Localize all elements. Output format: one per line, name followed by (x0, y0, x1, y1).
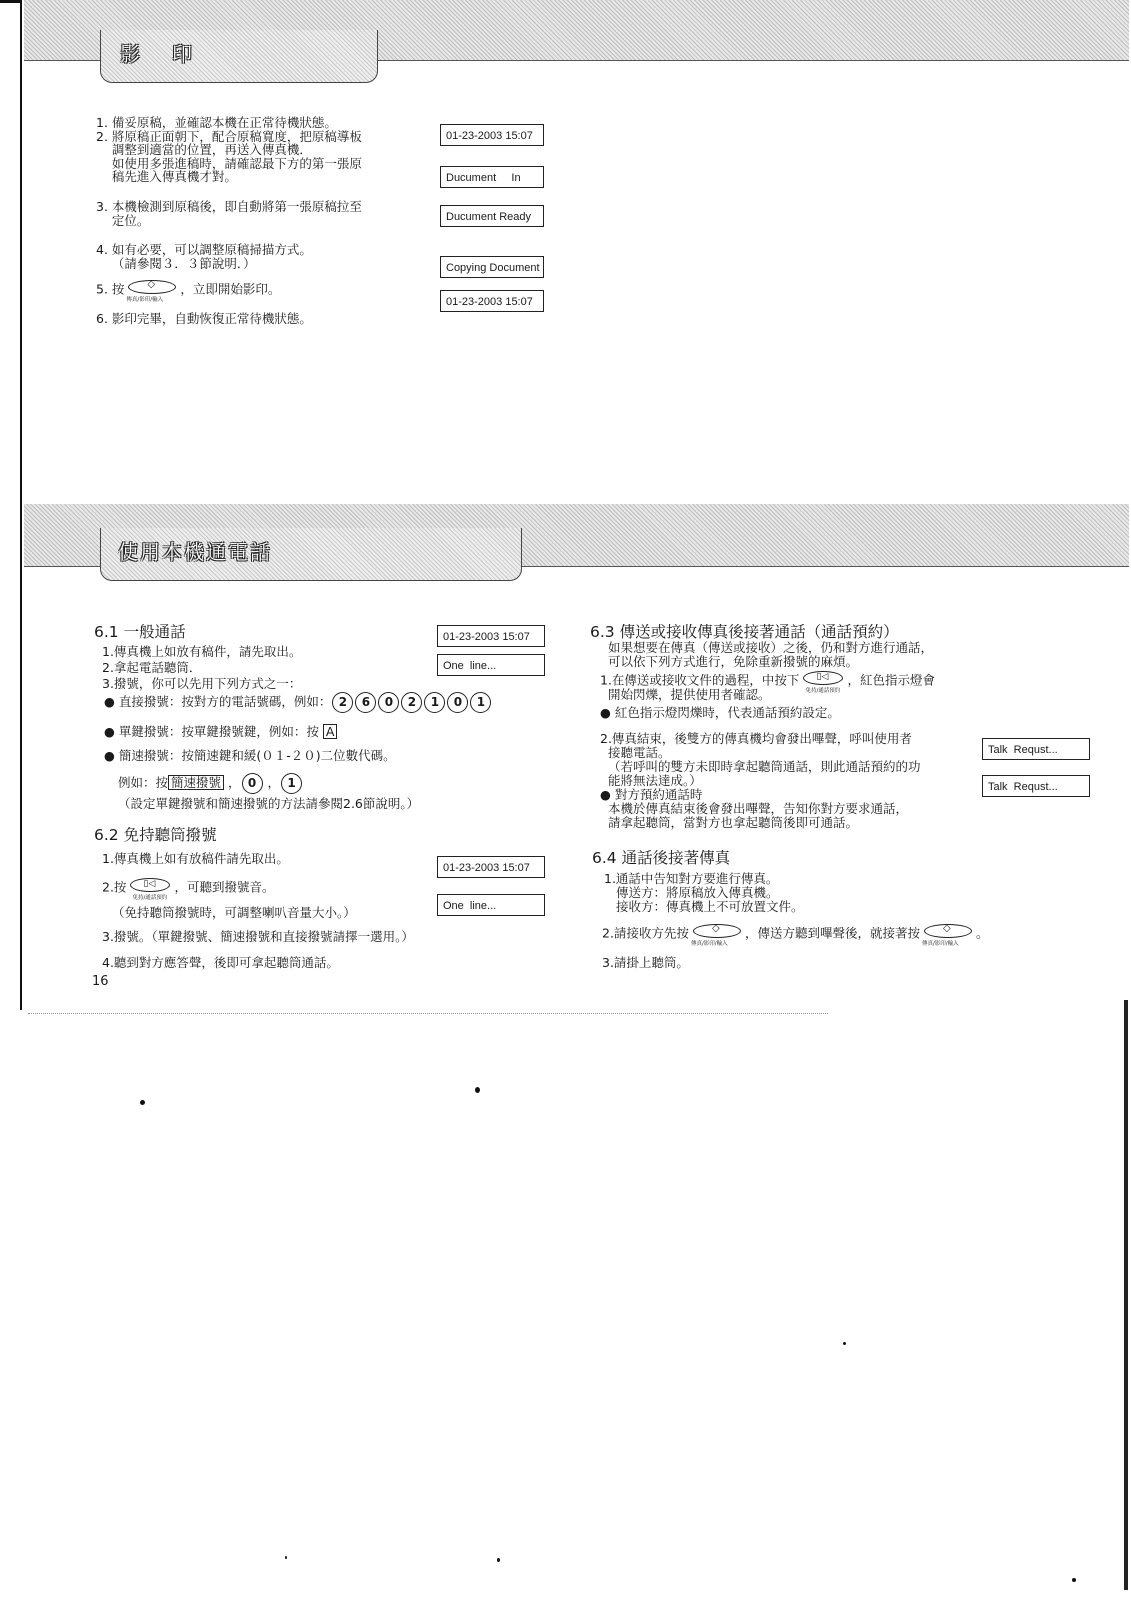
keypad-digit-icon: 0 (242, 773, 263, 794)
s62-line: 1.傳真機上如有放稿件請先取出。 (102, 851, 289, 866)
speaker-button-label: 免持/通話預約 (805, 688, 841, 694)
speaker-button-icon (128, 878, 172, 901)
start-button-icon (690, 924, 743, 947)
s61-line: 2.拿起電話聽筒． (102, 660, 202, 675)
start-copy-button-label: 傳真/影印/輸入 (126, 297, 164, 303)
lcd-display: 01-23-2003 15:07 (437, 625, 545, 647)
copy-step-4-cont: （請參閱３．３節說明．） (96, 256, 256, 271)
s64-line: 傳送方：將原稿放入傳真機。 (616, 885, 779, 900)
copy-step-3-cont: 定位。 (96, 213, 150, 228)
s61-speed: ● 簡速撥號：按簡速鍵和緩(０１-２０)二位數代碼。 (104, 748, 396, 763)
speaker-button-icon (801, 671, 845, 694)
lcd-display: One line... (437, 654, 545, 676)
section-title-phone: 使用本機通電話 (118, 540, 272, 564)
keypad-digit-icon: 6 (355, 692, 376, 713)
s63-line-text-2: ，紅色指示燈會 (847, 672, 935, 688)
keypad-digit-icon: 0 (378, 692, 399, 713)
scan-speck (475, 1087, 480, 1093)
s61-direct-dial-text: ● 直接撥號：按對方的電話號碼，例如： (104, 694, 332, 709)
lcd-display: 01-23-2003 15:07 (437, 856, 545, 878)
s63-line: ● 紅色指示燈閃爍時，代表通話預約設定。 (600, 705, 840, 720)
keypad-digit-icon: 1 (281, 773, 302, 794)
lcd-display: Talk Requst... (982, 738, 1090, 760)
start-button-label: 傳真/影印/輸入 (921, 941, 959, 947)
section-title-copy: 影 印 (120, 42, 198, 66)
lcd-display: 01-23-2003 15:07 (440, 124, 544, 146)
copy-step-2-cont: 如使用多張進稿時，請確認最下方的第一張原 (96, 156, 362, 171)
s61-onetouch (104, 724, 337, 739)
s62-line-text: 2.按 (102, 879, 127, 895)
s61-note: （設定單鍵撥號和簡速撥號的方法請參閱2.6節說明。） (118, 796, 420, 811)
lcd-display: 01-23-2003 15:07 (440, 290, 544, 312)
lcd-display: Copying Document (440, 256, 544, 278)
left-margin-bar (0, 0, 22, 1010)
start-copy-button-icon (126, 280, 178, 303)
s63-line: 能將無法達成。） (608, 773, 702, 788)
heading-6-4: 6.4 通話後接著傳真 (592, 849, 731, 867)
s63-line: 如果想要在傳真（傳送或接收）之後，仍和對方進行通話， (608, 640, 934, 655)
copy-step-5-text-2: ，立即開始影印。 (180, 281, 281, 297)
s61-example-text: 例如：按 (118, 775, 169, 790)
scan-speck (1072, 1578, 1076, 1582)
copy-step-5-text: 5. 按 (96, 281, 125, 297)
heading-6-3: 6.3 傳送或接收傳真後接著通話（通話預約） (590, 623, 899, 641)
lcd-display: One line... (437, 894, 545, 916)
keypad-digit-icon: 0 (447, 692, 468, 713)
keypad-digit-icon: 2 (332, 692, 353, 713)
heading-6-2: 6.2 免持聽筒撥號 (94, 826, 217, 844)
s63-line: 2.傳真結束，後雙方的傳真機均會發出嗶聲，呼叫使用者 (600, 731, 912, 746)
s64-line-text-2: ，傳送方聽到嗶聲後，就接著按 (744, 925, 920, 941)
s64-line: 1.通話中告知對方要進行傳真。 (604, 871, 779, 886)
s62-line: 4.聽到對方應答聲，後即可拿起聽筒通話。 (102, 955, 339, 970)
s63-line: （若呼叫的雙方未即時拿起聽筒通話，則此通話預約的功 (608, 759, 921, 774)
copy-step-5 (96, 280, 281, 303)
copy-step-6: 6. 影印完畢，自動恢復正常待機狀態。 (96, 311, 312, 326)
keypad-digit-icon: 1 (470, 692, 491, 713)
keypad-digit-icon: 1 (424, 692, 445, 713)
s64-line-text-3: 。 (975, 925, 989, 941)
right-edge-bar (1124, 1000, 1128, 1590)
copy-step-3: 3. 本機檢測到原稿後，即自動將第一張原稿拉至 (96, 199, 362, 214)
s61-direct-dial (104, 692, 492, 713)
s63-line: 接聽電話。 (608, 745, 671, 760)
s63-line: 開始閃爍，提供使用者確認。 (608, 687, 771, 702)
lcd-display: Ducument Ready (440, 205, 544, 227)
s61-line: 1.傳真機上如放有稿件，請先取出。 (102, 644, 302, 659)
heading-6-1: 6.1 一般通話 (94, 623, 186, 641)
s63-line: ● 對方預約通話時 (600, 787, 703, 802)
copy-step-2-cont: 調整到適當的位置，再送入傳真機． (96, 142, 312, 157)
scan-speck (140, 1100, 145, 1105)
scan-speck (285, 1556, 287, 1559)
s64-line: 接收方：傳真機上不可放置文件。 (616, 899, 804, 914)
copy-step-2-cont: 稿先進入傳真機才對。 (96, 169, 237, 184)
s63-line-text: 1.在傳送或接收文件的過程，中按下 (600, 672, 800, 688)
page-bottom-rule (28, 1013, 828, 1014)
s64-line (602, 924, 989, 947)
s61-line: 3.撥號，你可以先用下列方式之一： (102, 676, 302, 691)
scan-speck (497, 1558, 500, 1562)
speaker-button-label: 免持/通話預約 (132, 895, 168, 901)
keypad-digit-icon: 2 (401, 692, 422, 713)
s61-example: 例如：按 簡速撥號 ， 0 ， 1 (118, 773, 303, 794)
onetouch-key-icon: A (323, 724, 338, 739)
scan-speck (843, 1342, 846, 1345)
s63-line: 本機於傳真結束後會發出嗶聲，告知你對方要求通話， (608, 801, 909, 816)
s64-line-text: 2.請接收方先按 (602, 925, 689, 941)
page-number: 16 (92, 974, 109, 989)
copy-step-4: 4. 如有必要，可以調整原稿掃描方式。 (96, 242, 312, 257)
s61-onetouch-text: ● 單鍵撥號：按單鍵撥號鍵，例如：按 (104, 724, 319, 739)
s64-line: 3.請掛上聽筒。 (602, 955, 689, 970)
copy-step-2: 2. 將原稿正面朝下，配合原稿寬度，把原稿導板 (96, 129, 362, 144)
copy-step-1: 1. 備妥原稿，並確認本機在正常待機狀態。 (96, 115, 337, 130)
lcd-display: Ducument In (440, 166, 544, 188)
start-button-label: 傳真/影印/輸入 (690, 941, 728, 947)
s62-line-text-2: ，可聽到撥號音。 (174, 879, 275, 895)
s63-line: 請拿起聽筒，當對方也拿起聽筒後即可通話。 (608, 815, 859, 830)
s63-line: 可以依下列方式進行，免除重新撥號的麻煩。 (608, 654, 859, 669)
s62-line: （免持聽筒撥號時，可調整喇叭音量大小。） (112, 905, 356, 920)
s62-line: 3.撥號。（單鍵撥號、簡速撥號和直接撥號請擇一選用。） (102, 929, 414, 944)
s62-line (102, 878, 275, 901)
start-button-icon (921, 924, 974, 947)
speed-dial-key-icon: 簡速撥號 (168, 775, 224, 790)
lcd-display: Talk Requst... (982, 775, 1090, 797)
